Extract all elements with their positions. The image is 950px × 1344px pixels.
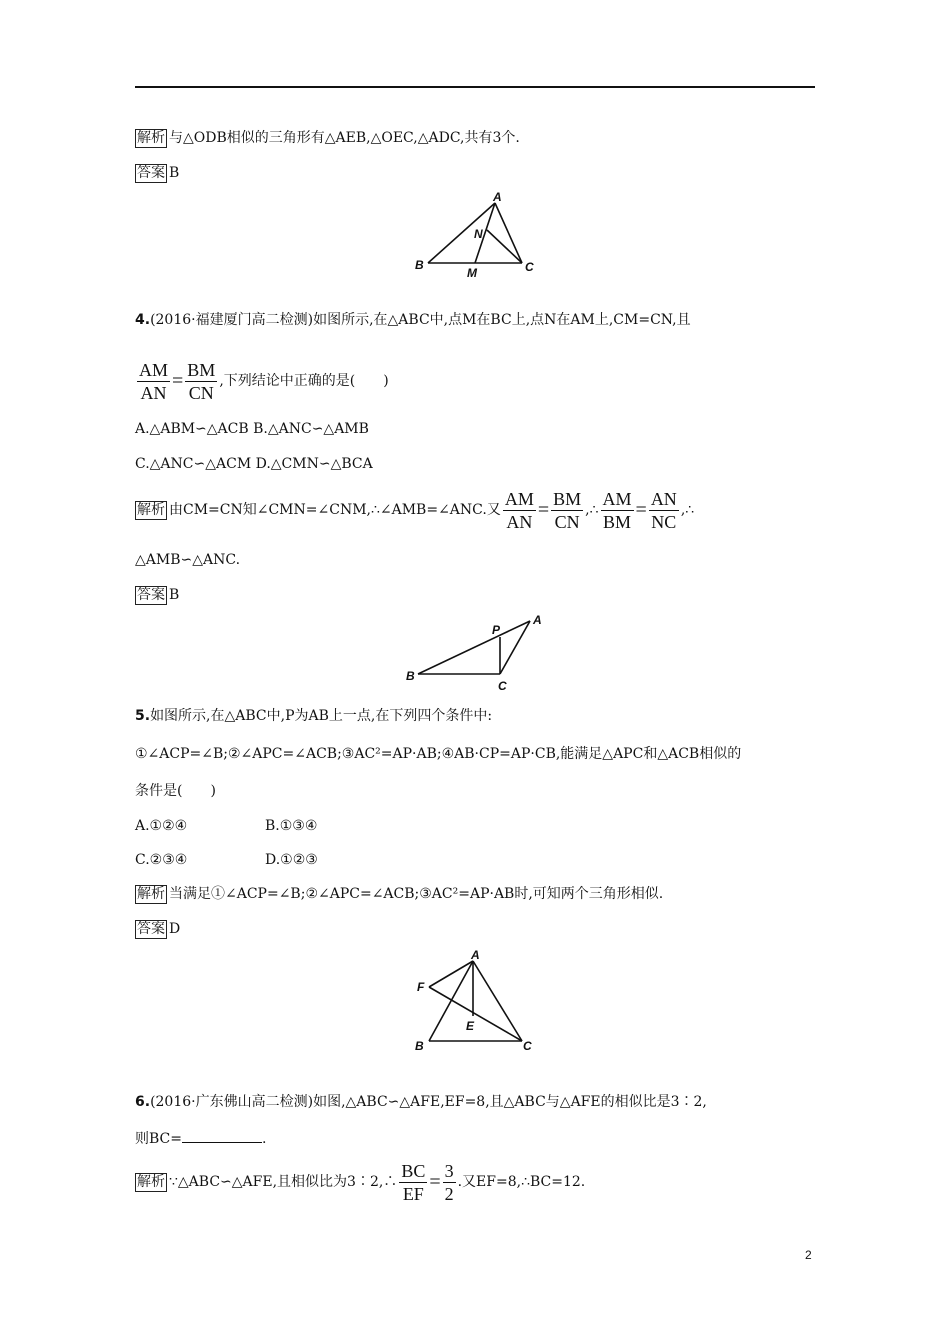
figure-triangle-abc-p xyxy=(400,608,560,698)
label-c: C xyxy=(523,1039,532,1053)
q4-stem-fraction xyxy=(135,355,389,407)
q5-options-row1 xyxy=(135,816,317,836)
answer-blank[interactable] xyxy=(182,1128,262,1143)
q3-analysis xyxy=(135,128,520,148)
label-m: M xyxy=(467,266,477,280)
answer-value: B xyxy=(169,165,180,181)
segment-ac xyxy=(473,961,522,1041)
fraction-an-nc: $\frac{AN}{NC}$ xyxy=(650,488,677,532)
option-d: D.①②③ xyxy=(265,852,318,868)
answer-tag: 答案 xyxy=(137,165,165,181)
segment-ac xyxy=(495,203,522,263)
question-stem: 如图所示,在△ABC中,P为AB上一点,在下列四个条件中: xyxy=(150,708,493,724)
label-b: B xyxy=(415,1039,424,1053)
q5-stem xyxy=(135,706,492,726)
equals-sign: = xyxy=(537,499,550,521)
q4-stem xyxy=(135,310,691,330)
q5-conditions: ①∠ACP=∠B;②∠APC=∠ACB;③AC²=AP·AB;④AB·CP=AP·CB,能满足△APC和△ACB相似的 xyxy=(135,746,742,762)
fraction-3-2: $\frac{3}{2}$ xyxy=(444,1160,454,1204)
option-b: B.①③④ xyxy=(265,818,318,834)
q4-options-row2: C.△ANC∽△ACM D.△CMN∽△BCA xyxy=(135,456,373,472)
analysis-text-end: .又EF=8,∴BC=12. xyxy=(457,1174,586,1190)
label-b: B xyxy=(406,669,415,683)
equals-sign: = xyxy=(429,1171,441,1193)
label-b: B xyxy=(415,258,424,272)
fraction-bm-cn: $\frac{BM}{CN}$ xyxy=(553,488,582,532)
answer-value: D xyxy=(169,921,181,937)
q6-stem-line2 xyxy=(135,1128,266,1149)
q4-options-row1: A.△ABM∽△ACB B.△ANC∽△AMB xyxy=(135,421,369,437)
q4-analysis-line2: △AMB∽△ANC. xyxy=(135,552,241,568)
label-n: N xyxy=(474,227,483,241)
question-stem-suffix: . xyxy=(262,1131,267,1147)
figure-triangle-abc-mn xyxy=(405,188,555,288)
question-stem: (2016·福建厦门高二检测)如图所示,在△ABC中,点M在BC上,点N在AM上,CM=CN,且 xyxy=(150,312,691,328)
label-e: E xyxy=(466,1019,475,1033)
label-a: A xyxy=(493,190,502,204)
fraction-am-an: $\frac{AM}{AN}$ xyxy=(139,359,169,403)
equals-sign: = xyxy=(172,370,184,392)
page-number: 2 xyxy=(805,1248,812,1262)
question-stem: (2016·广东佛山高二检测)如图,△ABC∽△AFE,EF=8,且△ABC与△AFE的相似比是3∶2, xyxy=(150,1094,707,1110)
q3-answer xyxy=(135,163,179,183)
q5-stem-tail: 条件是( ) xyxy=(135,783,216,799)
segment-nc xyxy=(487,230,522,263)
q5-options-row2 xyxy=(135,850,318,870)
analysis-text: 由CM=CN知∠CMN=∠CNM,∴∠AMB=∠ANC.又 xyxy=(169,502,501,518)
option-a: A.①②④ xyxy=(135,818,188,834)
header-rule xyxy=(135,86,815,88)
figure-triangle-abc-ef xyxy=(405,944,555,1056)
label-c: C xyxy=(525,260,534,274)
q4-answer xyxy=(135,585,179,605)
q4-analysis xyxy=(135,484,694,536)
analysis-text: ∵△ABC∽△AFE,且相似比为3∶2,∴ xyxy=(169,1174,398,1190)
question-number: 4. xyxy=(135,312,151,328)
q5-answer xyxy=(135,919,180,939)
q6-stem xyxy=(135,1092,707,1112)
fraction-bm-cn: $\frac{BM}{CN}$ xyxy=(187,359,216,403)
segment-ab xyxy=(418,621,530,674)
equals-sign: = xyxy=(635,499,647,521)
fraction-am-bm: $\frac{AM}{BM}$ xyxy=(602,488,632,532)
question-number: 5. xyxy=(135,708,151,724)
answer-tag: 答案 xyxy=(137,921,165,937)
q5-analysis xyxy=(135,884,663,904)
answer-value: B xyxy=(169,587,180,603)
label-a: A xyxy=(533,613,542,627)
question-stem-prefix: 则BC= xyxy=(135,1131,182,1147)
fraction-am-an: $\frac{AM}{AN}$ xyxy=(504,488,534,532)
label-p: P xyxy=(492,623,501,637)
therefore-text: ,∴ xyxy=(680,502,695,518)
analysis-tag: 解析 xyxy=(137,501,165,518)
analysis-tag: 解析 xyxy=(137,886,165,902)
analysis-tag: 解析 xyxy=(137,1173,165,1190)
fraction-bc-ef: $\frac{BC}{EF}$ xyxy=(401,1160,426,1204)
answer-tag: 答案 xyxy=(137,587,165,603)
therefore-text: ,∴ xyxy=(585,502,599,518)
label-a: A xyxy=(471,948,480,962)
label-c: C xyxy=(498,679,507,693)
label-f: F xyxy=(417,980,425,994)
analysis-text: 当满足①∠ACP=∠B;②∠APC=∠ACB;③AC²=AP·AB时,可知两个三角形相似. xyxy=(169,886,664,902)
question-stem-tail: ,下列结论中正确的是( ) xyxy=(219,373,389,389)
option-c: C.②③④ xyxy=(135,852,188,868)
q6-analysis xyxy=(135,1156,585,1208)
analysis-tag: 解析 xyxy=(137,130,165,146)
question-number: 6. xyxy=(135,1094,151,1110)
analysis-text: 与△ODB相似的三角形有△AEB,△OEC,△ADC,共有3个. xyxy=(169,130,520,146)
